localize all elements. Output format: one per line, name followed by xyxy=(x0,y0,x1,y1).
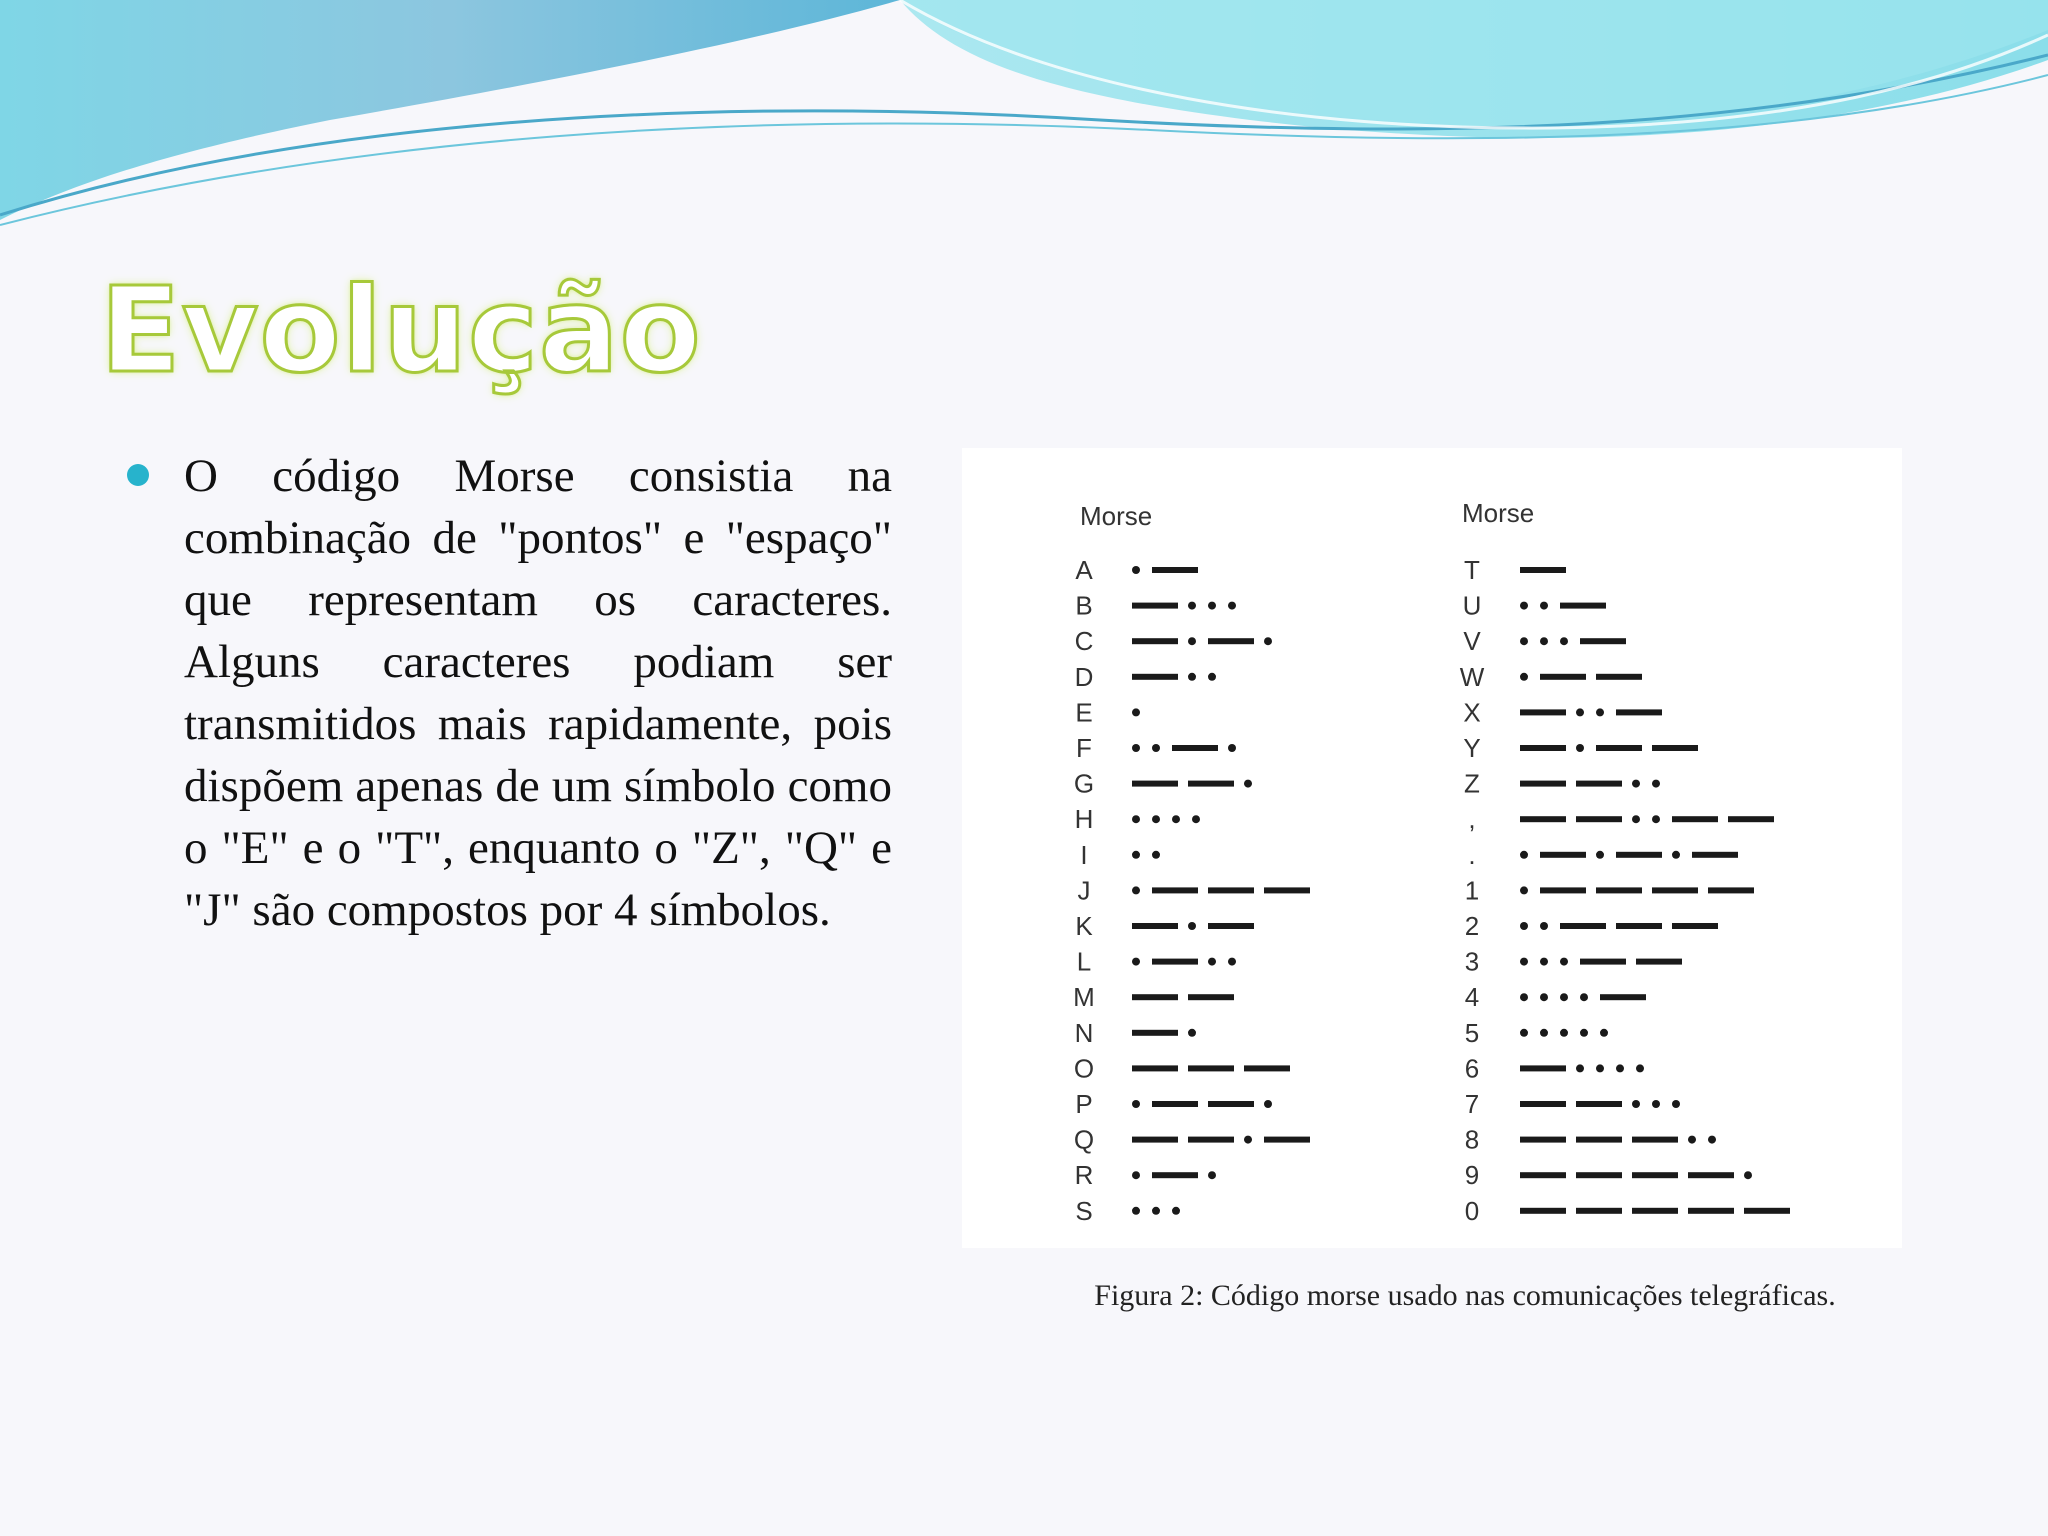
morse-row-right xyxy=(1465,1089,1680,1119)
morse-dot xyxy=(1520,637,1528,645)
morse-dash xyxy=(1188,1137,1234,1143)
morse-row-left xyxy=(1075,1018,1196,1048)
morse-dot xyxy=(1264,1100,1272,1108)
morse-row-right xyxy=(1463,626,1626,656)
morse-left-header: Morse xyxy=(1080,501,1153,531)
morse-dot xyxy=(1132,744,1140,752)
morse-dot xyxy=(1744,1171,1752,1179)
morse-dot xyxy=(1560,958,1568,966)
morse-dot xyxy=(1540,993,1548,1001)
morse-code-figure xyxy=(962,448,1902,1248)
morse-char: U xyxy=(1462,590,1482,621)
morse-char: C xyxy=(1074,626,1094,657)
morse-dot xyxy=(1244,1136,1252,1144)
morse-dash xyxy=(1520,1101,1566,1107)
morse-dot xyxy=(1132,958,1140,966)
morse-row-left xyxy=(1075,591,1236,621)
morse-row-left xyxy=(1078,875,1311,905)
morse-char: A xyxy=(1075,555,1093,585)
morse-table-image xyxy=(962,448,1902,1248)
morse-dash xyxy=(1188,1065,1234,1071)
morse-dot xyxy=(1596,851,1604,859)
morse-dash xyxy=(1152,1101,1198,1107)
morse-char: G xyxy=(1073,768,1095,799)
morse-row-right xyxy=(1465,1196,1790,1226)
morse-dash xyxy=(1152,959,1198,965)
morse-dash xyxy=(1208,887,1254,893)
morse-char: 9 xyxy=(1464,1160,1480,1191)
morse-dot xyxy=(1576,708,1584,716)
morse-dot xyxy=(1596,708,1604,716)
morse-row-right xyxy=(1463,591,1606,621)
morse-dot xyxy=(1132,566,1140,574)
morse-dot xyxy=(1576,1064,1584,1072)
morse-row-right xyxy=(1468,840,1738,870)
morse-dot xyxy=(1208,958,1216,966)
morse-row-left xyxy=(1073,982,1234,1012)
morse-row-right xyxy=(1465,1018,1608,1048)
morse-dash xyxy=(1152,1172,1198,1178)
morse-char: B xyxy=(1075,590,1093,621)
morse-char: X xyxy=(1463,697,1481,728)
morse-char: 6 xyxy=(1464,1053,1480,1084)
morse-dash xyxy=(1188,781,1234,787)
morse-row-right xyxy=(1460,662,1642,692)
morse-dash xyxy=(1520,1172,1566,1178)
morse-dash xyxy=(1132,781,1178,787)
slide-title: Evolução xyxy=(100,261,702,399)
morse-char: Z xyxy=(1464,768,1480,799)
morse-dash xyxy=(1616,923,1662,929)
morse-dot xyxy=(1600,1029,1608,1037)
morse-dot xyxy=(1520,993,1528,1001)
morse-char: S xyxy=(1075,1195,1093,1226)
morse-row-left xyxy=(1077,947,1236,977)
morse-char: K xyxy=(1075,911,1093,941)
morse-dot xyxy=(1672,1100,1680,1108)
morse-dash xyxy=(1600,994,1646,1000)
morse-row-left xyxy=(1074,769,1252,799)
morse-dash xyxy=(1560,923,1606,929)
morse-dash xyxy=(1616,709,1662,715)
morse-char: . xyxy=(1468,839,1476,870)
morse-char: 5 xyxy=(1464,1017,1480,1048)
morse-dash xyxy=(1132,923,1178,929)
morse-row-right xyxy=(1465,982,1646,1012)
morse-dash xyxy=(1264,887,1310,893)
morse-row-left xyxy=(1075,1089,1272,1119)
morse-row-right xyxy=(1468,804,1774,834)
morse-dash xyxy=(1560,603,1606,609)
morse-dot xyxy=(1596,1064,1604,1072)
morse-char: 1 xyxy=(1464,875,1480,906)
morse-dot xyxy=(1560,993,1568,1001)
morse-dot xyxy=(1616,1064,1624,1072)
morse-dash xyxy=(1520,1137,1566,1143)
morse-dot xyxy=(1244,780,1252,788)
morse-dash xyxy=(1596,887,1642,893)
morse-dash xyxy=(1672,923,1718,929)
morse-dash xyxy=(1596,674,1642,680)
morse-dot xyxy=(1228,744,1236,752)
morse-dot xyxy=(1580,993,1588,1001)
morse-dot xyxy=(1520,602,1528,610)
morse-row-right xyxy=(1465,1125,1716,1155)
morse-dash xyxy=(1520,567,1566,573)
morse-dot xyxy=(1652,1100,1660,1108)
morse-row-right xyxy=(1464,555,1566,585)
morse-dash xyxy=(1576,1208,1622,1214)
morse-char: M xyxy=(1073,982,1095,1013)
morse-dash xyxy=(1132,1065,1178,1071)
morse-row-right xyxy=(1465,1160,1752,1190)
morse-dash xyxy=(1540,674,1586,680)
morse-dot xyxy=(1188,1029,1196,1037)
morse-dash xyxy=(1632,1137,1678,1143)
morse-dot xyxy=(1652,815,1660,823)
morse-row-right xyxy=(1465,875,1754,905)
morse-char: H xyxy=(1074,804,1094,835)
morse-dash xyxy=(1576,816,1622,822)
morse-dash xyxy=(1708,887,1754,893)
morse-dash xyxy=(1632,1208,1678,1214)
morse-dot xyxy=(1188,602,1196,610)
morse-dot xyxy=(1708,1136,1716,1144)
morse-dot xyxy=(1208,1171,1216,1179)
morse-char: Q xyxy=(1073,1124,1095,1155)
morse-dot xyxy=(1152,1207,1160,1215)
morse-row-right xyxy=(1464,769,1660,799)
morse-dot xyxy=(1672,851,1680,859)
morse-dash xyxy=(1652,887,1698,893)
morse-dot xyxy=(1132,1171,1140,1179)
morse-dash xyxy=(1132,994,1178,1000)
morse-dash xyxy=(1576,781,1622,787)
morse-char: D xyxy=(1074,661,1094,692)
morse-dot xyxy=(1520,1029,1528,1037)
header-wave-decoration xyxy=(0,0,2048,240)
morse-dot xyxy=(1520,673,1528,681)
morse-row-left xyxy=(1080,840,1160,870)
morse-row-right xyxy=(1465,911,1718,941)
morse-char: 2 xyxy=(1464,911,1480,941)
morse-dot xyxy=(1632,780,1640,788)
morse-dash xyxy=(1576,1137,1622,1143)
morse-char: 7 xyxy=(1464,1089,1480,1119)
morse-row-left xyxy=(1075,1160,1216,1190)
morse-dot xyxy=(1228,602,1236,610)
morse-dot xyxy=(1580,1029,1588,1037)
morse-dash xyxy=(1208,638,1254,644)
morse-dash xyxy=(1132,1030,1178,1036)
morse-dot xyxy=(1520,886,1528,894)
morse-char: 8 xyxy=(1464,1124,1480,1155)
figure-caption: Figura 2: Código morse usado nas comunicações telegráficas. xyxy=(1094,1279,1836,1312)
morse-dot xyxy=(1132,851,1140,859)
morse-dot xyxy=(1632,1100,1640,1108)
morse-dash xyxy=(1744,1208,1790,1214)
morse-dash xyxy=(1652,745,1698,751)
morse-dot xyxy=(1132,708,1140,716)
morse-dot xyxy=(1188,922,1196,930)
morse-dot xyxy=(1540,1029,1548,1037)
morse-dot xyxy=(1132,1207,1140,1215)
morse-dot xyxy=(1172,815,1180,823)
morse-dot xyxy=(1172,1207,1180,1215)
morse-dash xyxy=(1520,709,1566,715)
morse-dot xyxy=(1152,815,1160,823)
morse-dot xyxy=(1520,958,1528,966)
morse-row-right xyxy=(1463,697,1662,727)
morse-row-left xyxy=(1076,733,1236,763)
morse-dot xyxy=(1520,851,1528,859)
morse-row-left xyxy=(1074,1053,1290,1083)
morse-dot xyxy=(1208,602,1216,610)
morse-dash xyxy=(1520,816,1566,822)
morse-char: I xyxy=(1080,839,1088,870)
morse-char: 3 xyxy=(1464,946,1480,977)
morse-row-left xyxy=(1075,911,1254,941)
morse-dot xyxy=(1688,1136,1696,1144)
morse-char: R xyxy=(1074,1160,1094,1191)
morse-dash xyxy=(1576,1172,1622,1178)
morse-dash xyxy=(1520,1065,1566,1071)
morse-dash xyxy=(1152,567,1198,573)
morse-dot xyxy=(1540,922,1548,930)
morse-right-header: Morse xyxy=(1462,498,1535,528)
morse-dot xyxy=(1560,637,1568,645)
morse-dot xyxy=(1132,886,1140,894)
morse-dot xyxy=(1132,815,1140,823)
morse-row-left xyxy=(1075,1196,1180,1226)
morse-dot xyxy=(1228,958,1236,966)
morse-char: 0 xyxy=(1464,1195,1480,1226)
morse-dash xyxy=(1244,1065,1290,1071)
morse-char: W xyxy=(1459,661,1485,692)
morse-dot xyxy=(1540,958,1548,966)
bullet-text: O código Morse consistia na combinação de "pontos" e "espaço" que representam os caracteres. Alguns caracteres podiam ser transmitidos mais rapidamente, pois dispõem apenas de um símbolo como o "E" e o "T", enquanto o "Z", "Q" e "J" são compostos por 4 símbolos. xyxy=(184,450,892,936)
morse-char: L xyxy=(1076,946,1092,977)
morse-dash xyxy=(1132,638,1178,644)
morse-dot xyxy=(1192,815,1200,823)
morse-dot xyxy=(1208,673,1216,681)
morse-dash xyxy=(1576,1101,1622,1107)
bullet-icon xyxy=(127,464,149,486)
morse-dot xyxy=(1636,1064,1644,1072)
morse-dash xyxy=(1672,816,1718,822)
morse-char: F xyxy=(1076,733,1092,763)
morse-dash xyxy=(1132,1137,1178,1143)
morse-char: E xyxy=(1075,697,1093,728)
morse-char: O xyxy=(1073,1053,1095,1084)
morse-char: J xyxy=(1077,875,1091,906)
morse-dot xyxy=(1632,815,1640,823)
morse-dot xyxy=(1560,1029,1568,1037)
morse-dash xyxy=(1580,638,1626,644)
morse-row-left xyxy=(1075,804,1200,834)
morse-dash xyxy=(1688,1208,1734,1214)
morse-dot xyxy=(1152,744,1160,752)
morse-dot xyxy=(1132,1100,1140,1108)
morse-dash xyxy=(1172,745,1218,751)
morse-dot xyxy=(1520,922,1528,930)
morse-row-right xyxy=(1465,947,1682,977)
morse-dash xyxy=(1636,959,1682,965)
morse-char: V xyxy=(1463,626,1481,657)
morse-char: Y xyxy=(1463,733,1481,763)
morse-dot xyxy=(1540,602,1548,610)
morse-dash xyxy=(1616,852,1662,858)
morse-row-right xyxy=(1465,1053,1644,1083)
morse-dash xyxy=(1540,852,1586,858)
morse-row-left xyxy=(1075,626,1272,656)
morse-char: P xyxy=(1075,1089,1093,1119)
morse-dash xyxy=(1520,745,1566,751)
morse-dash xyxy=(1596,745,1642,751)
morse-dot xyxy=(1576,744,1584,752)
morse-dot xyxy=(1188,673,1196,681)
morse-char: T xyxy=(1464,555,1480,585)
morse-dash xyxy=(1688,1172,1734,1178)
morse-dot xyxy=(1152,851,1160,859)
morse-dot xyxy=(1264,637,1272,645)
morse-dash xyxy=(1580,959,1626,965)
morse-row-left xyxy=(1074,1125,1310,1155)
morse-row-left xyxy=(1075,555,1198,585)
morse-dash xyxy=(1520,781,1566,787)
morse-row-left xyxy=(1075,662,1216,692)
morse-dash xyxy=(1728,816,1774,822)
morse-dash xyxy=(1632,1172,1678,1178)
morse-dash xyxy=(1132,603,1178,609)
morse-char: N xyxy=(1074,1017,1094,1048)
morse-dash xyxy=(1152,887,1198,893)
morse-dash xyxy=(1520,1208,1566,1214)
morse-dash xyxy=(1208,1101,1254,1107)
morse-char: , xyxy=(1468,804,1476,835)
morse-dot xyxy=(1652,780,1660,788)
morse-dash xyxy=(1540,887,1586,893)
morse-dash xyxy=(1692,852,1738,858)
morse-dash xyxy=(1188,994,1234,1000)
morse-char: 4 xyxy=(1464,982,1480,1013)
morse-dash xyxy=(1132,674,1178,680)
morse-row-right xyxy=(1463,733,1698,763)
morse-dot xyxy=(1540,637,1548,645)
morse-dash xyxy=(1208,923,1254,929)
morse-row-left xyxy=(1075,697,1140,727)
morse-dash xyxy=(1264,1137,1310,1143)
morse-dot xyxy=(1188,637,1196,645)
